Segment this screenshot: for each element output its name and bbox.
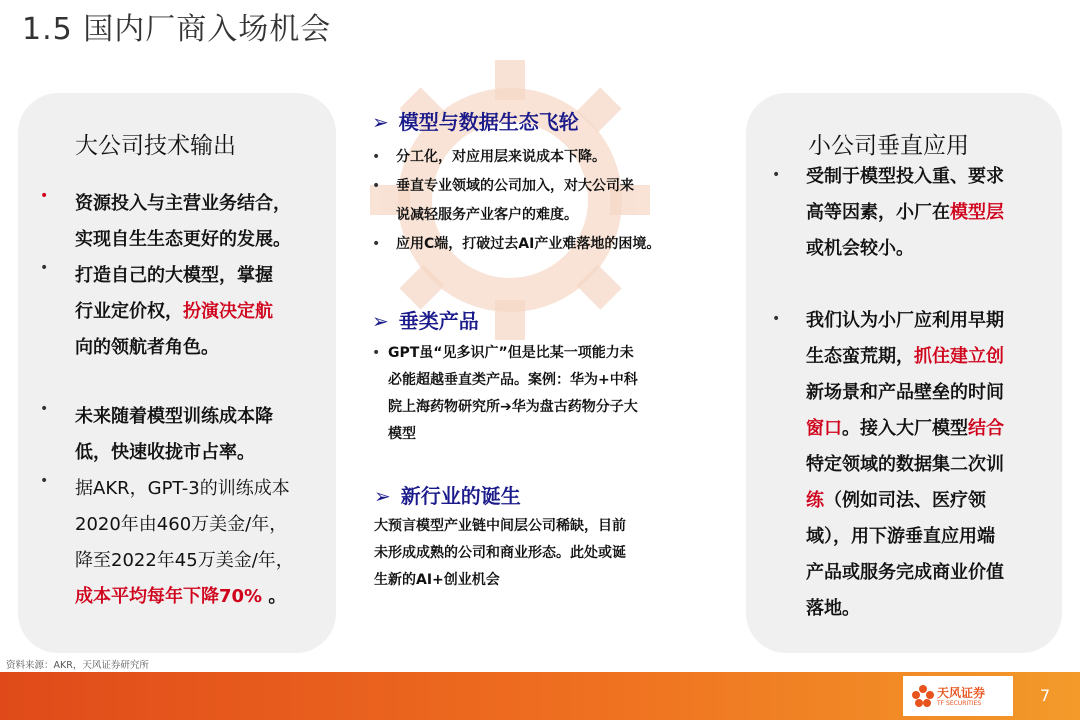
list-item xyxy=(75,186,345,258)
bullet-dot: • xyxy=(40,260,49,276)
bullet-dot: • xyxy=(40,473,49,489)
bullet-text-highlight: 新场景和产品壁垒的时间 xyxy=(806,382,1004,403)
bullet-text: 生态蛮荒期， xyxy=(806,346,914,367)
page-number: 7 xyxy=(1040,686,1051,705)
section-heading xyxy=(374,480,521,509)
list-item xyxy=(388,340,638,448)
bullet-text: 垂直专业领域的公司加入，对大公司来 xyxy=(396,178,634,194)
right-panel-title: 小公司垂直应用 xyxy=(808,133,969,159)
section-heading-text: 垂类产品 xyxy=(398,309,479,333)
logo-subtitle: TF SECURITIES xyxy=(937,700,982,707)
bullet-text: 说减轻服务产业客户的难度。 xyxy=(396,207,578,223)
list-item xyxy=(75,258,345,366)
arrow-icon: ➢ xyxy=(374,484,391,508)
bullet-text: 域），用下游垂直应用端 xyxy=(806,526,995,547)
bullet-text: 实现自生生态更好的发展。 xyxy=(75,229,291,250)
bullet-text: 低，快速收拢市占率。 xyxy=(75,442,255,463)
source-note: 资料来源：AKR，天风证券研究所 xyxy=(6,660,149,671)
bullet-text-highlight: 结合 xyxy=(968,418,1004,439)
section-heading-text: 新行业的诞生 xyxy=(400,484,521,508)
bullet-text: 落地。 xyxy=(806,598,860,619)
bullet-text-highlight: 特定领域的数据集二次训 xyxy=(806,454,1004,475)
bullet-text: 。接入大厂模型 xyxy=(842,418,968,439)
list-item xyxy=(806,303,1056,627)
list-item xyxy=(75,471,355,615)
bullet-text-highlight: 成本平均每年下降70% xyxy=(75,586,263,607)
bullet-text: 打造自己的大模型，掌握 xyxy=(75,265,273,286)
arrow-icon: ➢ xyxy=(372,110,389,134)
bullet-text: 受制于模型投入重、要求 xyxy=(806,166,1004,187)
paragraph-line: 大预言模型产业链中间层公司稀缺，目前 xyxy=(374,518,626,534)
section-heading-text: 模型与数据生态飞轮 xyxy=(398,110,579,134)
bullet-text: 降至2022年45万美金/年， xyxy=(75,550,294,571)
bullet-text: 产品或服务完成商业价值 xyxy=(806,562,1004,583)
bullet-text: 我们认为小厂应利用早期 xyxy=(806,310,1004,331)
bullet-text: 分工化，对应用层来说成本下降。 xyxy=(396,149,606,165)
bullet-text: 未来随着模型训练成本降 xyxy=(75,406,273,427)
bullet-text-highlight: 抓住建立创 xyxy=(914,346,1004,367)
bullet-text: GPT虽“见多识广”但是比某一项能力未 xyxy=(388,345,634,361)
bullet-text-highlight: 窗口 xyxy=(806,418,842,439)
bullet-text-highlight: 向的领航者角色。 xyxy=(75,337,219,358)
section-paragraph xyxy=(374,513,626,594)
bullet-text: 高等因素，小厂在 xyxy=(806,202,950,223)
paragraph-line: 生新的AI+创业机会 xyxy=(374,572,500,588)
bullet-dot: • xyxy=(40,401,49,417)
bullet-dot: • xyxy=(772,311,781,327)
section-heading xyxy=(372,106,579,135)
bullet-text: 资源投入与主营业务结合， xyxy=(75,193,291,214)
list-item xyxy=(75,399,345,471)
list-item xyxy=(396,172,716,230)
bullet-text: 模型 xyxy=(388,426,416,442)
bullet-text: 2020年由460万美金/年， xyxy=(75,514,288,535)
bullet-text: 据AKR，GPT-3的训练成本 xyxy=(75,478,290,499)
bullet-text: 。 xyxy=(262,586,287,607)
logo-name: 天风证券 xyxy=(937,686,986,700)
paragraph-line: 未形成成熟的公司和商业形态。此处或诞 xyxy=(374,545,626,561)
slide-title: 1.5 国内厂商入场机会 xyxy=(22,12,332,47)
bullet-dot: • xyxy=(372,149,381,165)
bullet-text: 应用C端，打破过去AI产业难落地的困境。 xyxy=(396,236,661,252)
bullet-dot: • xyxy=(772,167,781,183)
bullet-text: 行业定价权， xyxy=(75,301,183,322)
arrow-icon: ➢ xyxy=(372,309,389,333)
bullet-text-highlight: 模型层 xyxy=(950,202,1004,223)
left-panel xyxy=(18,93,336,653)
bullet-dot: • xyxy=(372,178,381,194)
bullet-dot: • xyxy=(40,188,49,204)
left-panel-title: 大公司技术输出 xyxy=(75,133,236,159)
list-item xyxy=(806,159,1056,267)
bullet-text-highlight: 或机会较小。 xyxy=(806,238,914,259)
bullet-text-highlight: 扮演决定航 xyxy=(183,301,273,322)
bullet-dot: • xyxy=(372,236,381,252)
bullet-text: 必能超越垂直类产品。案例：华为+中科 xyxy=(388,372,638,388)
bullet-text: （例如司法、医疗领 xyxy=(824,490,986,511)
logo-flower-icon xyxy=(911,684,935,708)
bullet-dot: • xyxy=(372,345,381,361)
right-panel xyxy=(746,93,1062,653)
company-logo xyxy=(903,676,1013,716)
bullet-text-highlight: 练 xyxy=(806,490,824,511)
section-heading xyxy=(372,305,479,334)
bullet-text: 院上海药物研究所➔华为盘古药物分子大 xyxy=(388,399,638,415)
